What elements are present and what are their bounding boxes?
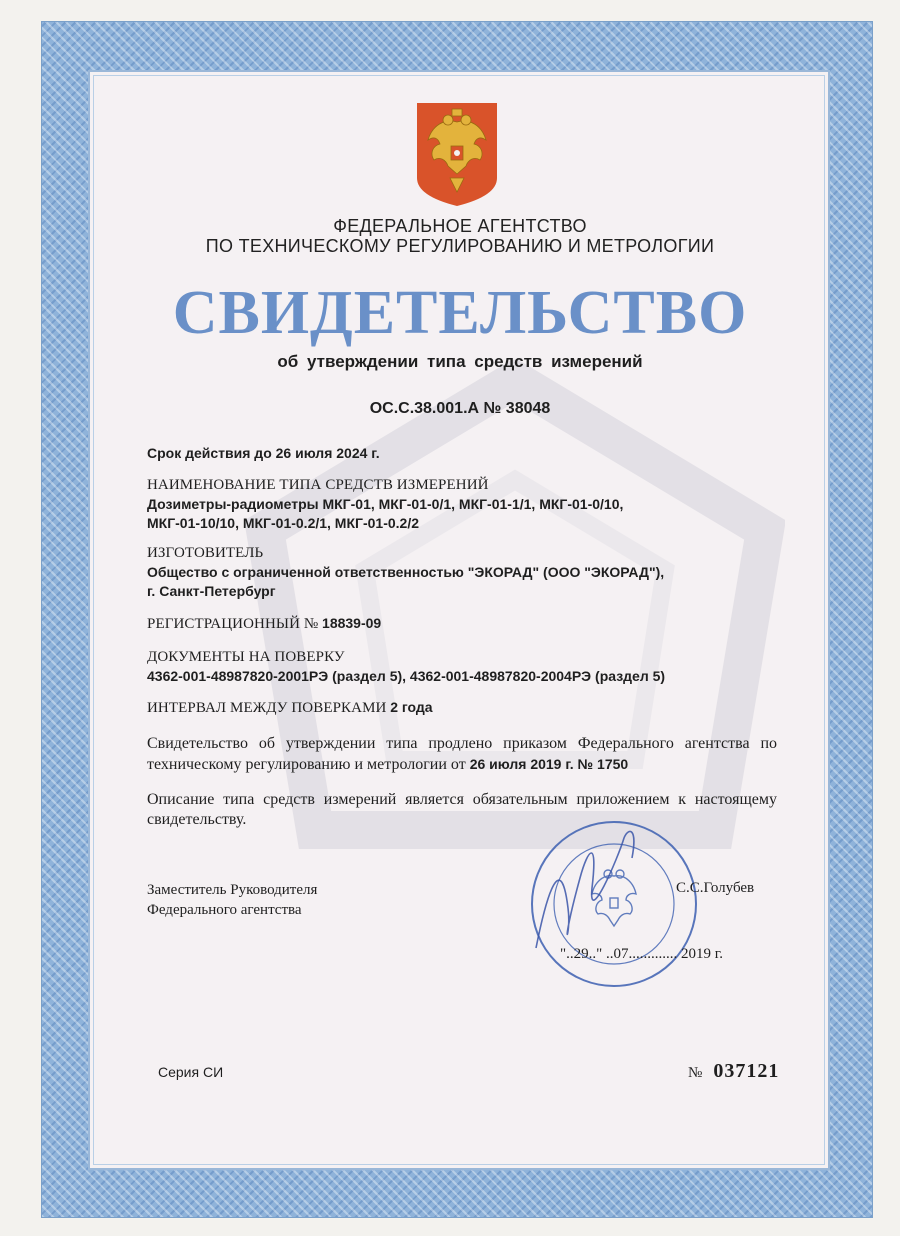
signatory-position-line1: Заместитель Руководителя	[147, 882, 318, 898]
validity-date: Срок действия до 26 июля 2024 г.	[147, 445, 380, 461]
registration-section	[147, 614, 777, 634]
manufacturer-line1: Общество с ограниченной ответственностью "ЭКОРАД" (ООО "ЭКОРАД"),	[147, 564, 665, 580]
type-name-line1: Дозиметры-радиометры МКГ-01, МКГ-01-0/1, МКГ-01-1/1, МКГ-01-0/10,	[147, 496, 624, 512]
type-name-section	[147, 476, 777, 533]
signatory-position	[147, 880, 317, 920]
interval-section	[147, 698, 777, 718]
registration-label: РЕГИСТРАЦИОННЫЙ №	[147, 616, 319, 632]
extension-text: Свидетельство об утверждении типа продлено приказом Федерального агентства по техническому регулированию и метрологии от	[147, 735, 777, 773]
document-subtitle: об утверждении типа средств измерений	[277, 352, 643, 371]
agency-name-line2: ПО ТЕХНИЧЕСКОМУ РЕГУЛИРОВАНИЮ И МЕТРОЛОГИИ	[205, 236, 715, 256]
verification-docs-label: ДОКУМЕНТЫ НА ПОВЕРКУ	[147, 649, 345, 665]
signature-date: "..29.." ..07............. 2019 г.	[560, 946, 723, 962]
verification-docs-value: 4362-001-48987820-2001РЭ (раздел 5), 4362-001-48987820-2004РЭ (раздел 5)	[147, 668, 666, 684]
document-title: СВИДЕТЕЛЬСТВО	[172, 279, 748, 347]
serial-prefix: №	[688, 1065, 704, 1081]
signature-scribble	[536, 831, 634, 948]
agency-name-line1: ФЕДЕРАЛЬНОЕ АГЕНТСТВО	[333, 216, 587, 236]
serial-value: 037121	[713, 1060, 780, 1082]
interval-label: ИНТЕРВАЛ МЕЖДУ ПОВЕРКАМИ	[147, 700, 387, 716]
type-name-line2: МКГ-01-10/10, МКГ-01-0.2/1, МКГ-01-0.2/2	[147, 515, 419, 531]
type-name-label: НАИМЕНОВАНИЕ ТИПА СРЕДСТВ ИЗМЕРЕНИЙ	[147, 477, 489, 493]
signatory-position-line2: Федерального агентства	[147, 902, 302, 918]
extension-paragraph	[147, 734, 777, 775]
official-stamp	[528, 818, 700, 990]
manufacturer-label: ИЗГОТОВИТЕЛЬ	[147, 545, 264, 561]
russian-coat-of-arms	[414, 100, 500, 208]
series-label: Серия СИ	[158, 1064, 224, 1080]
serial-number	[688, 1060, 779, 1083]
manufacturer-line2: г. Санкт-Петербург	[147, 583, 276, 599]
signatory-name: С.С.Голубев	[676, 880, 755, 896]
registration-value: 18839-09	[322, 615, 382, 631]
certificate-number: ОС.С.38.001.А № 38048	[369, 400, 551, 417]
extension-date-order: 26 июля 2019 г. № 1750	[469, 756, 629, 772]
manufacturer-section	[147, 544, 777, 601]
description-note: Описание типа средств измерений является обязательным приложением к настоящему свидетельству.	[147, 791, 777, 828]
interval-value: 2 года	[390, 699, 433, 715]
verification-docs-section	[147, 648, 777, 686]
